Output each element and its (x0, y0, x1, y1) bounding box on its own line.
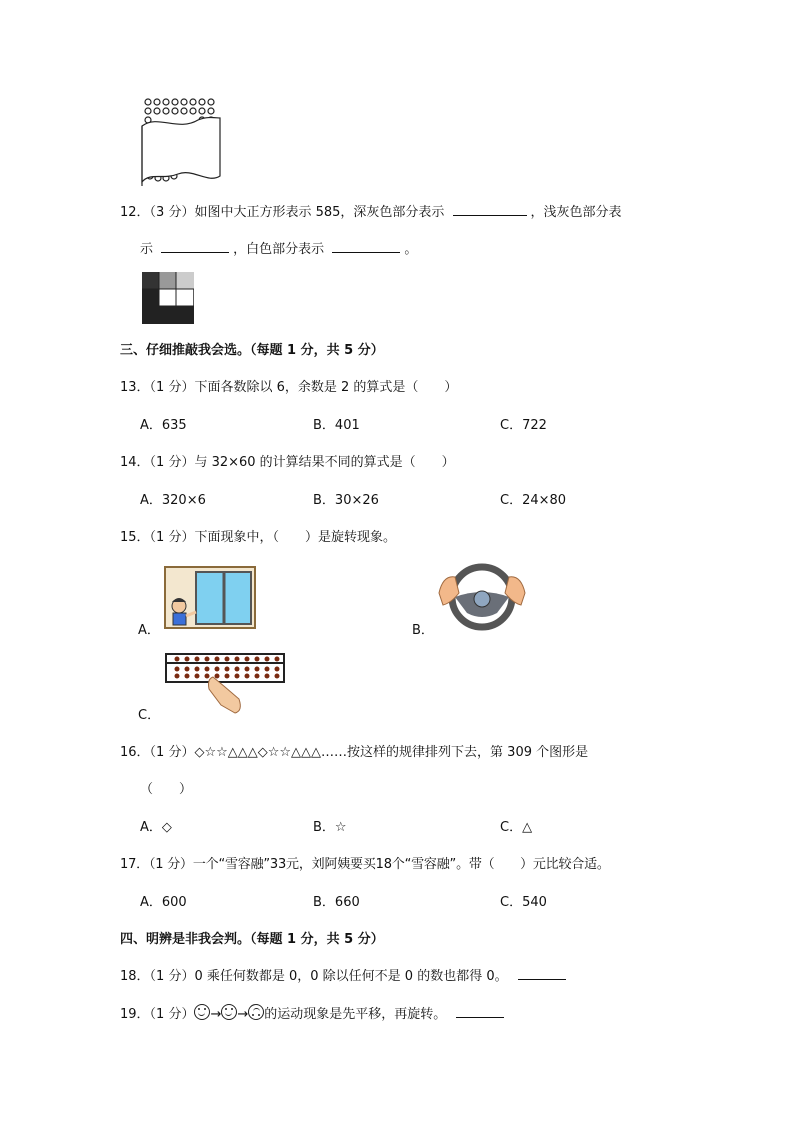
window-sliding-picture (164, 566, 256, 629)
section-4-heading: 四、明辨是非我会判。（每题 1 分，共 5 分） (120, 932, 384, 947)
q14-option-c[interactable]: C．24×80 (500, 493, 567, 508)
q18-line: 18．（1 分）0 乘任何数都是 0，0 除以任何不是 0 的数也都得 0。 (120, 965, 566, 984)
q17-option-c[interactable]: C．540 (500, 895, 547, 910)
q15-option-b[interactable]: B． (412, 623, 434, 638)
q12-blank-white[interactable] (332, 240, 400, 253)
q15-option-a[interactable]: A． (138, 623, 160, 638)
q16-stem: 16．（1 分）◇☆☆△△△◇☆☆△△△……按这样的规律排列下去，第 309 个图形是 (120, 745, 589, 760)
q16-paren[interactable]: （ ） (140, 782, 193, 797)
q12-blank-light[interactable] (161, 240, 229, 253)
q16-option-b[interactable]: B．☆ (313, 820, 347, 835)
q15-stem: 15．（1 分）下面现象中，（ ）是旋转现象。 (120, 530, 396, 545)
q13-option-a[interactable]: A．635 (140, 418, 187, 433)
q12-line2: 示 ，白色部分表示 。 (140, 242, 418, 257)
section-3-heading: 三、仔细推敲我会选。（每题 1 分，共 5 分） (120, 343, 384, 358)
q13-stem: 13．（1 分）下面各数除以 6，余数是 2 的算式是（ ） (120, 380, 458, 395)
square-diagram (142, 272, 194, 324)
q17-option-b[interactable]: B．660 (313, 895, 360, 910)
q14-option-b[interactable]: B．30×26 (313, 493, 379, 508)
q16-option-c[interactable]: C．△ (500, 820, 533, 835)
q19-answer-blank[interactable] (456, 1005, 504, 1018)
q14-stem: 14．（1 分）与 32×60 的计算结果不同的算式是（ ） (120, 455, 455, 470)
q12-blank-dark[interactable] (453, 203, 527, 216)
smiley-face-icon (194, 1004, 210, 1020)
q13-option-b[interactable]: B．401 (313, 418, 360, 433)
q13-option-c[interactable]: C．722 (500, 418, 547, 433)
q18-answer-blank[interactable] (518, 967, 566, 980)
smiley-face-icon (221, 1004, 237, 1020)
q16-option-a[interactable]: A．◇ (140, 820, 172, 835)
q12-line1: 12．（3 分）如图中大正方形表示 585，深灰色部分表示 ，浅灰色部分表 (120, 205, 622, 220)
q19-line: 19．（1 分） → → 的运动现象是先平移，再旋转。 (120, 1003, 504, 1022)
q14-option-a[interactable]: A．320×6 (140, 493, 206, 508)
q15-option-c[interactable]: C． (138, 708, 161, 723)
upside-down-face-icon (248, 1004, 264, 1020)
q17-option-a[interactable]: A．600 (140, 895, 187, 910)
q17-stem: 17．（1 分）一个“雪容融”33元，刘阿姨要买18个“雪容融”。带（ ）元比较合适。 (120, 857, 610, 872)
steering-wheel-picture (437, 563, 527, 631)
sheep-picture (138, 96, 228, 188)
abacus-picture (165, 653, 285, 715)
